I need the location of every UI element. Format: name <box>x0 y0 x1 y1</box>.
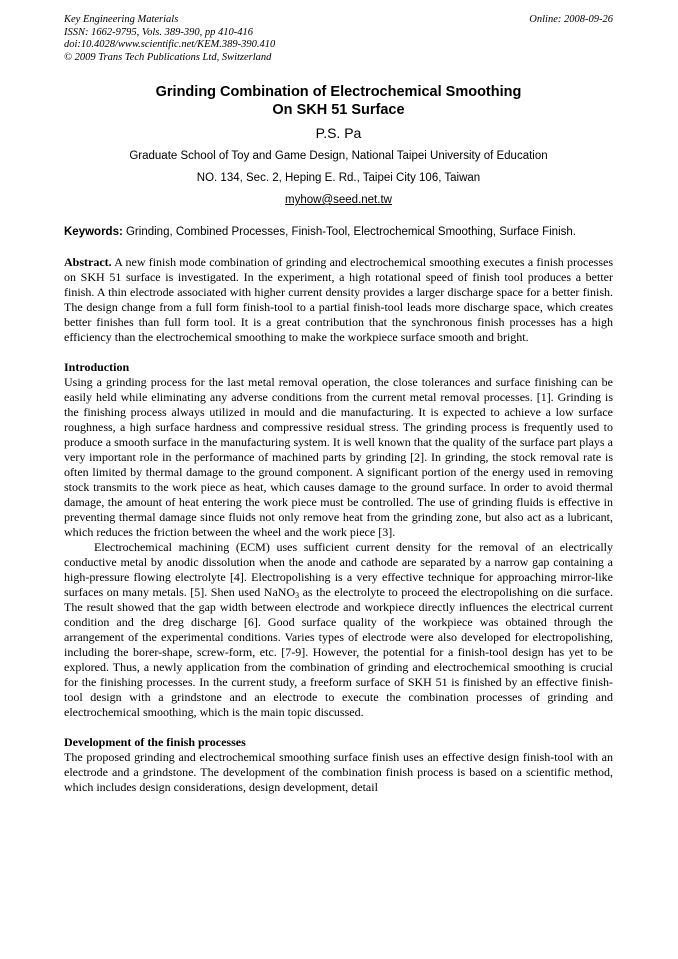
subscript-3: 3 <box>295 591 300 600</box>
keywords-label: Keywords: <box>64 226 123 238</box>
development-heading: Development of the finish processes <box>64 735 246 749</box>
abstract <box>64 255 613 345</box>
para2-after: as the electrolyte to proceed the electropolishing on die surface. The result showed that the gap width between electrode and workpiece directly influences the electrical current condition and the dreg discharge [6]. Good surface quality of the workpiece was obtained through the arrangement of the experimental conditions. Varies types of electrode were also developed for electropolishing, including the borer-shape, screw-form, etc. [7-9]. However, the potential for a finish-tool design has yet to be explored. Thus, a newly application from the combination of grinding and electrochemical smoothing is crucial for the finishing processes. In the current study, a freeform surface of SKH 51 is finished by an effective finish-tool design with a grindstone and an electrode to execute the combination processes of grinding and electrochemical smoothing, which is the main topic discussed. <box>64 585 613 719</box>
para2-before: Electrochemical machining (ECM) uses sufficient current density for the removal of an electrically conductive metal by anodic dissolution when the anode and cathode are separated by a narrow gap containing a high-pressure flowing electrolyte [4]. Electropolishing is a very effective technique for approaching mirror-like surfaces on many metals. [5]. Shen used NaNO <box>64 540 613 599</box>
abstract-label: Abstract. <box>64 255 112 269</box>
paper-title <box>64 83 613 119</box>
keywords-text: Grinding, Combined Processes, Finish-Tool, Electrochemical Smoothing, Surface Finish. <box>122 226 576 238</box>
abstract-text: A new finish mode combination of grinding and electrochemical smoothing executes a finish processes on SKH 51 surface is investigated. In the experiment, a high rotational speed of finish tool produces a better finish. A thin electrode associated with higher current density provides a larger discharge space for a better finish. The design change from a full form finish-tool to a partial finish-tool leads more discharge space, which creates better finishes than full form tool. It is a great contribution that the synchronous finish processes has a high efficiency than the electrochemical smoothing to make the workpiece surface smooth and bright. <box>64 255 613 344</box>
running-header <box>64 14 613 64</box>
keywords <box>64 225 613 240</box>
development-paragraph-1: The proposed grinding and electrochemical smoothing surface finish uses an effective design finish-tool with an electrode and a grindstone. The development of the combination finish process is based on a scientific method, which includes design considerations, design development, detail <box>64 750 613 794</box>
email-link[interactable]: myhow@seed.net.tw <box>285 194 392 206</box>
issn-line: ISSN: 1662-9795, Vols. 389-390, pp 410-416 <box>64 26 253 38</box>
author-email <box>64 193 613 208</box>
journal-name: Key Engineering Materials <box>64 14 179 25</box>
doi-line: doi:10.4028/www.scientific.net/KEM.389-390.410 <box>64 39 276 50</box>
title-line-1: Grinding Combination of Electrochemical Smoothing <box>155 84 522 100</box>
affiliation-line-1: Graduate School of Toy and Game Design, National Taipei University of Education <box>129 150 548 162</box>
introduction-paragraph-1: Using a grinding process for the last metal removal operation, the close tolerances and surface finishing can be easily held while eliminating any adverse conditions from the current metal removal processes. [1]. Grinding is the finishing process always utilized in mould and die manufacturing. It is expected to achieve a low surface roughness, a high surface hardness and compressive residual stress. The grinding process is frequently used to produce a smooth surface in the manufacturing system. It is well known that the quality of the surface part plays a very important role in the performance of machined parts by grinding [2]. In grinding, the stock removal rate is often limited by thermal damage to the ground component. A significant portion of the energy used in removing stock transmits to the work piece as heat, which causes damage to the ground surface. In order to avoid thermal damage, the amount of heat entering the work piece must be controlled. The use of grinding fluids is effective in preventing thermal damage since fluids not only remove heat from the grinding zone, but also act as a lubricant, which reduces the friction between the wheel and the work piece [3]. <box>64 375 613 539</box>
introduction-heading: Introduction <box>64 360 130 374</box>
affiliation-line-2: NO. 134, Sec. 2, Heping E. Rd., Taipei City 106, Taiwan <box>196 172 481 184</box>
introduction-paragraph-2 <box>64 540 613 720</box>
title-line-2: On SKH 51 Surface <box>272 102 405 118</box>
paper-page <box>64 14 613 795</box>
author-name: P.S. Pa <box>315 125 362 141</box>
online-date: Online: 2008-09-26 <box>529 14 613 25</box>
copyright-line: © 2009 Trans Tech Publications Ltd, Switzerland <box>64 51 272 63</box>
